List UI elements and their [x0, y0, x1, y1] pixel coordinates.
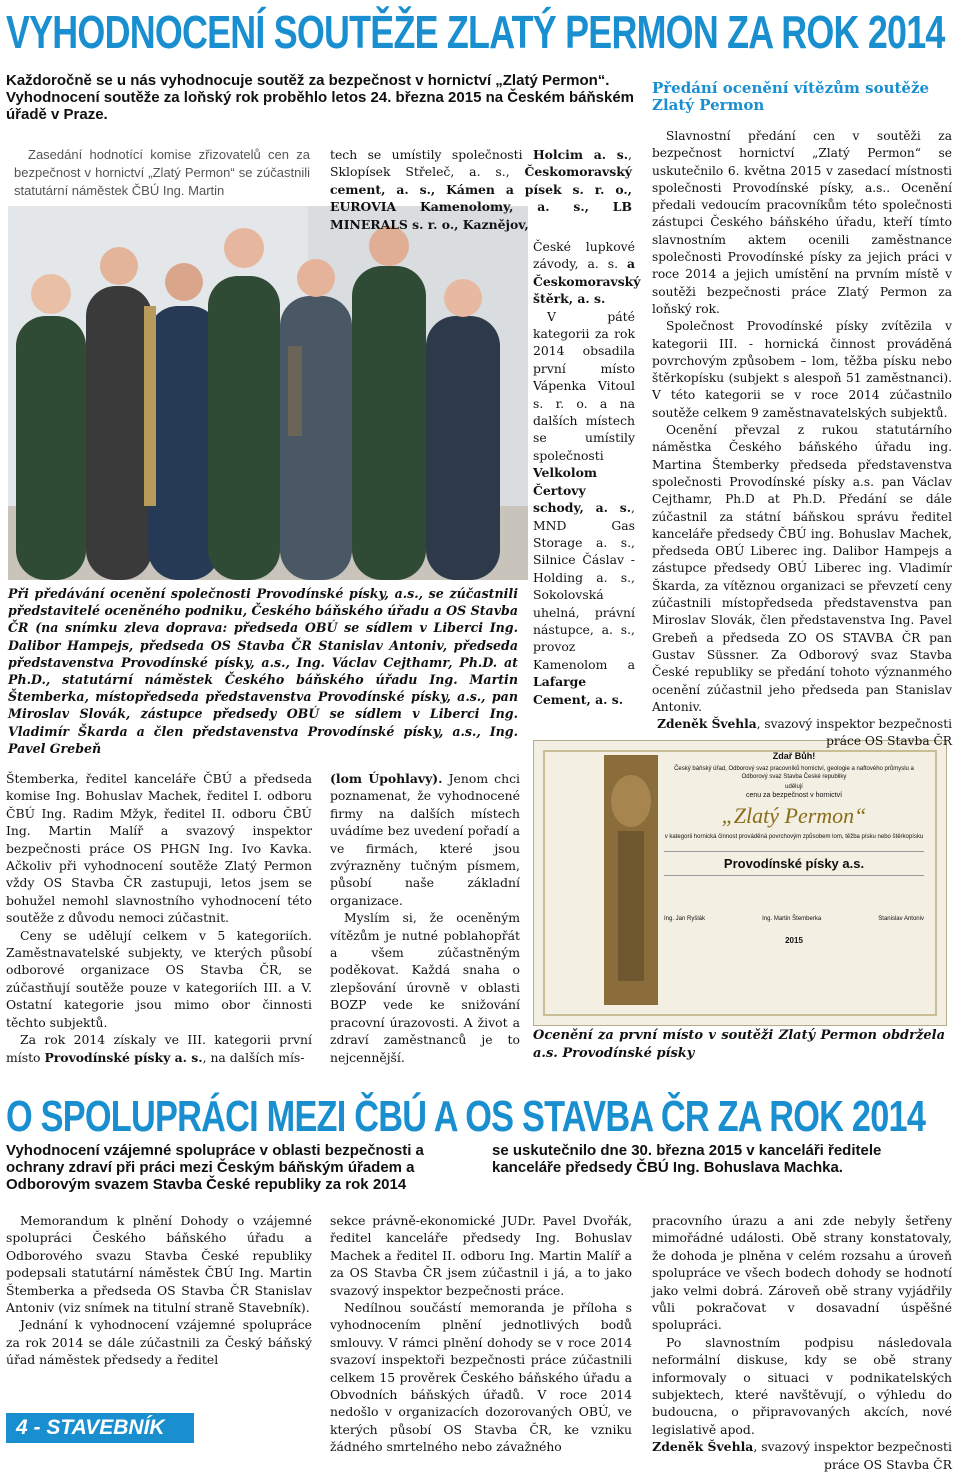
paragraph: Ocenění převzal z rukou statutárního náměstka Českého báňského úřadu ing. Martina Štemberky předseda představenstva společnosti Provodínské písky a.s. pan Václav Cejthamr, Ph.D at Ph.D. Předání se dále zúčastnil za státní báňskou správu ředitel kanceláře předsedy ČBÚ ing. Bohuslav Machek, předseda OBÚ Liberec ing. Dalibor Hampejs a zástupce předsedy OBÚ Liberec ing. Vladimír Škarda, za vítěznou organizaci se převzetí ceny zúčastnili místopředseda představenstva pan Miroslav Slovák, člen představenstva Ing. Pavel Grebeň a předseda ZO OS STAVBA ČR pan Gustav Süssner. Za Odborový svaz Stavba České republiky se předání tohoto význanmého ocenění zúčastnil jeho předseda pan Stanislav Antoniv.: [652, 423, 952, 714]
cert-cenu: cenu za bezpečnost v hornictví: [745, 792, 843, 799]
company-highlight: a Českomoravský štěrk, a. s.: [533, 256, 641, 307]
page-footer: 4 - STAVEBNÍK: [6, 1413, 194, 1443]
art2-col2: [330, 1212, 632, 1456]
art2-col1: [6, 1212, 312, 1369]
photo-illustration: [8, 206, 528, 580]
cert-company: Provodínské písky a.s.: [664, 851, 924, 876]
lead-paragraph: Každoročně se u nás vyhodnocuje soutěž za bezpečnost v hornictví „Zlatý Permon“. Vyhodnocení soutěže za loňský rok proběhlo letos 24. března 2015 na Českém báňském úřadě v Praze.: [6, 72, 634, 123]
cert-category: v kategorii hornická činnost prováděná povrchovým způsobem lom, těžba písku nebo štěrkopísku: [664, 834, 924, 840]
paragraph: Po slavnostním podpisu následovala neformální diskuse, kdy se obě strany informovaly o situaci v podnikatelských subjektech, které navštěvují, o výhledu do budoucna, o připravovaných akcích, nové legislativě apod.: [652, 1334, 952, 1437]
text: , Sklopísek Střeleč, a. s.,: [330, 147, 632, 180]
text: Jenom chci poznamenat, že vyhodnocené firmy na dalších místech uvádíme bez uvedení pořadí a ve firmách, které jsou zvýrazněny tučným písmem, působí naše základní organizace.: [330, 771, 520, 908]
sidebar-heading: Předání ocenění vítězům soutěže Zlatý Permon: [652, 79, 930, 114]
text: , na dalších mís-: [202, 1049, 305, 1065]
paragraph: Jednání k vyhodnocení vzájemné spolupráce za rok 2014 se dále zúčastnili za Český báňský úřad náměstek předsedy a ředitel: [6, 1317, 312, 1368]
col2-top-paragraph: [330, 146, 632, 233]
paragraph: Nedílnou součástí memoranda je příloha s vyhodnocením plnění jednotlivých bodů smlouvy. V rámci plnění dohody se v roce 2014 svazoví inspektoři bezpečnosti práce zúčastnili celkem 15 prověrek Českého báňského úřadu a Obvodních báňských úřadů. V roce 2014 nedošlo v organizacích dozorovaných OBÚ, ve kterých působí OS Stavba ČR, ke vzniku žádného smrtelného nebo závažného: [330, 1300, 632, 1455]
company-highlight: Provodínské písky a. s.: [44, 1049, 203, 1065]
paragraph: Slavnostní předání cen v soutěži za bezpečnost hornictví „Zlatý Permon“ se uskutečnilo 6. května 2015 v zasedací místnosti společnosti Provodínské písky, a.s.. Ocenění předali vedoucím pracovníkům této společnosti zástupci Českého báňského úřadu, kteří tímto slavnostním aktem ocenili zaměstnance společnosti Provodínské písky za jejich práci v roce 2014 a jejich umístění na prvním místě v soutěži bezpečnosti práce Zlatý Permon za loňský rok.: [652, 129, 952, 316]
cert-greeting: Zdař Bůh!: [772, 751, 816, 761]
sidebar-text: [652, 128, 952, 751]
headline-spoluprace: O SPOLUPRÁCI MEZI ČBÚ A OS STAVBA ČR ZA ROK 2014: [6, 1092, 926, 1141]
intro-paragraph: Zasedání hodnotící komise zřizovatelů cen za bezpečnost v hornictví „Zlatý Permon“ se zúčastnili statutární náměstek ČBÚ Ing. Martin: [14, 147, 310, 198]
cert-year: 2015: [785, 936, 803, 945]
headline-zlaty-permon: VYHODNOCENÍ SOUTĚŽE ZLATÝ PERMON ZA ROK 2014: [6, 6, 945, 58]
paragraph: Memorandum k plnění Dohody o vzájemné spolupráci Českého báňského úřadu a Odborového svazu Stavba České republiky podepsali statutární náměstek ČBÚ Ing. Martin Štemberka a předseda OS Stavba ČR Stanislav Antoniv (viz snímek na titulní straně Stavebník).: [6, 1213, 312, 1316]
col2-bottom-text: [330, 770, 520, 1066]
paragraph: Společnost Provodínské písky zvítězila v kategorii III. - hornická činnost prováděná povrchovým způsobem – lom, těžba písku nebo štěrkopísku (subjekt s alespoň 51 zaměstnanci). V této kategorii se v roce 2014 zúčastnilo soutěže celkem 9 zaměstnavatelských subjektů.: [652, 319, 952, 420]
text: tech se umístily společnosti: [330, 147, 533, 162]
text: České lupkové závody, a. s.: [533, 239, 635, 272]
signature-role: , svazový inspektor bezpečnosti práce OS Stavba ČR: [753, 1439, 952, 1472]
art2-col3: [652, 1212, 952, 1473]
signature-name: Zdeněk Švehla: [657, 717, 757, 732]
paragraph: Myslím si, že oceněným vítězům je nutné poblahopřát a všem zúčastněným poděkovat. Každá snaha o zlepšování úrovně v oblasti BOZP vede ke snižování pracovní úrazovosti. A život a zdraví zaměstnanců je to nejcennější.: [330, 910, 520, 1065]
signature-role: , svazový inspektor bezpečnosti práce OS Stavba ČR: [756, 717, 952, 749]
company-highlight: Lafarge Cement, a. s.: [533, 674, 624, 707]
col2-narrow-column: [533, 238, 641, 708]
signature-name: Zdeněk Švehla: [652, 1439, 754, 1455]
company-highlight: Holcim a. s.: [532, 147, 629, 162]
company-highlight: Velkolom Čertovy schody, a. s.: [533, 465, 632, 516]
cert-title: „Zlatý Permon“: [721, 803, 867, 828]
award-group-photo: [8, 206, 528, 580]
company-highlight: Českomoravský cement, a. s., Kámen a písek s. r. o., EUROVIA Kamenolomy, a. s., LB MINERALS s. r. o., Kaznějov,: [330, 164, 632, 232]
certificate-image: [533, 740, 947, 1026]
paragraph: pracovního úrazu a ani zde nebyly šetřeny mimořádné události. Obě strany konstatovaly, že dohoda je plněna v celém rozsahu a úroveň spolupráce ve všech bodech dohody se hodnotí jako velmi dobrá. Zároveň obě strany vyjádřily vůli pokračovat v dosavadní úspěšné spolupráci.: [652, 1213, 952, 1333]
paragraph: sekce právně-ekonomické JUDr. Pavel Dvořák, ředitel kanceláře předsedy Ing. Bohuslav Machek a ředitel II. odboru Ing. Martin Malíř a za OS Stavba ČR jsem zúčastnil i já, a to jako svazový inspektor bezpečnosti práce.: [330, 1213, 632, 1298]
cert-udeluje: udělují: [785, 784, 803, 790]
text: , MND Gas Storage a. s., Silnice Čáslav - Holding a. s., Sokolovská uhelná, právní nástupce, a. s., provoz Kamenolom a: [533, 500, 635, 672]
text: V páté kategorii za rok 2014 obsadila první místo Vápenka Vitoul s. r. o. a na dalších místech se umístily společnosti: [533, 308, 635, 463]
company-highlight: (lom Úpohlavy).: [330, 771, 443, 786]
lead2-right: se uskutečnilo dne 30. března 2015 v kanceláři ředitele kanceláře předsedy ČBÚ Ing. Bohuslava Machka.: [492, 1142, 882, 1176]
certificate-caption: Ocenění za první místo v soutěži Zlatý Permon obdržela a.s. Provodínské písky: [533, 1028, 945, 1061]
paragraph: Ceny se udělují celkem v 5 kategoriích. Zaměstnavatelské subjekty, ve kterých působí odborové organizace OS Stavba ČR, se zúčastňují soutěže pouze v kategoriích III. a V. Ostatní kategorie jsou mimo obor činnosti těchto subjektů.: [6, 927, 312, 1030]
cert-signer: Ing. Jan Ryšlák: [664, 916, 706, 922]
text: Za rok 2014 získaly ve III. kategorii první místo: [6, 1032, 312, 1065]
col1-bottom-text: [6, 770, 312, 1066]
photo-caption: Při předávání ocenění společnosti Provodínské písky, a.s., se zúčastnili představitelé oceněného podniku, Českého báňského úřadu a OS Stavba ČR (na snímku zleva doprava: předseda OBÚ se sídlem v Liberci Ing. Dalibor Hampejs, předseda OS Stavba ČR Stanislav Antoniv, předseda představenstva Provodínské písky, a.s., Ing. Václav Cejthamr, Ph.D. at Ph.D., statutární náměstek Českého báňského úřadu Ing. Martin Štemberka, místopředseda představenstva Provodínské písky, a.s., pan Miroslav Slovák, zástupce předsedy OBÚ se sídlem v Liberci Ing. Vladimír Škarda a člen představenstva Provodínské písky, a.s., Ing. Pavel Grebeň: [8, 586, 518, 756]
cert-signer: Stanislav Antoniv: [878, 916, 924, 922]
cert-signer: Ing. Martin Štemberka: [762, 916, 822, 922]
paragraph: Štemberka, ředitel kanceláře ČBÚ a předseda komise Ing. Bohuslav Machek, ředitel I. odboru ČBÚ Ing. Radim Mžyk, ředitel II. odboru ČBÚ Ing. Martin Malíř a svazový inspektor bezpečnosti práce OS PHGN Ing. Ivo Kavka. Ačkoliv při vyhodnocení soutěže Zlatý Permon vždy OS Stavba ČR zastupuji, letos jsem se bohužel nemohl slavnostního vyhodnocení této soutěže z důvodu nemoci zúčastnit.: [6, 771, 312, 926]
lead2-left: Vyhodnocení vzájemné spolupráce v oblasti bezpečnosti a ochrany zdraví při práci mezi Českým báňským úřadem a Odborovým svazem Stavba České republiky za rok 2014: [6, 1142, 424, 1193]
cert-org: Český báňský úřad, Odborový svaz pracovníků hornictví, geologie a naftového průmyslu a Odborový svaz Stavba České republiky: [674, 766, 914, 780]
